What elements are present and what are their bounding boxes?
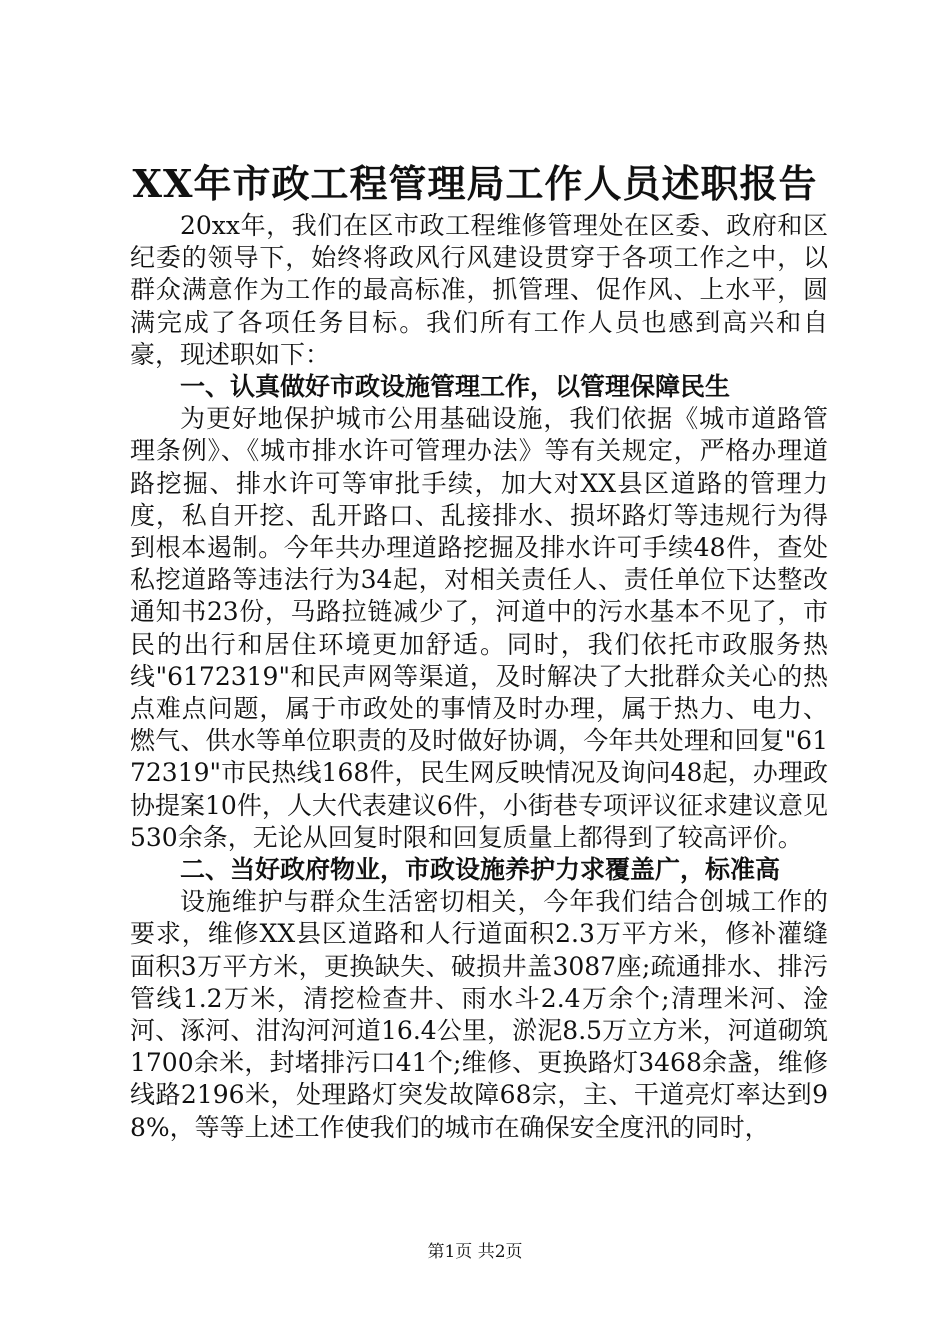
document-body (130, 210, 828, 1144)
section-2-heading: 二、当好政府物业，市政设施养护力求覆盖广，标准高 (180, 855, 781, 885)
document-title: XX年市政工程管理局工作人员述职报告 (132, 161, 818, 206)
section-1-paragraph: 为更好地保护城市公用基础设施，我们依据《城市道路管理条例》、《城市排水许可管理办法》等有关规定，严格办理道路挖掘、排水许可等审批手续，加大对XX县区道路的管理力度，私自开挖、乱开路口、乱接排水、损坏路灯等违规行为得到根本遏制。今年共办理道路挖掘及排水许可手续48件，查处私挖道路等违法行为34起，对相关责任人、责任单位下达整改通知书23份，马路拉链减少了，河道中的污水基本不见了，市民的出行和居住环境更加舒适。同时，我们依托市政服务热线"6172319"和民声网等渠道，及时解决了大批群众关心的热点难点问题，属于市政处的事情及时办理，属于热力、电力、燃气、供水等单位职责的及时做好协调，今年共处理和回复"6172319"市民热线168件，民生网反映情况及询问48起，办理政协提案10件，人大代表建议6件，小街巷专项评议征求建议意见530余条，无论从回复时限和回复质量上都得到了较高评价。 (130, 404, 828, 852)
page-number-current: 第1页 (427, 1242, 473, 1262)
intro-paragraph: 20xx年，我们在区市政工程维修管理处在区委、政府和区纪委的领导下，始终将政风行风建设贯穿于各项工作之中，以群众满意作为工作的最高标准，抓管理、促作风、上水平，圆满完成了各项任务目标。我们所有工作人员也感到高兴和自豪，现述职如下： (130, 211, 828, 369)
section-2-paragraph: 设施维护与群众生活密切相关，今年我们结合创城工作的要求，维修XX县区道路和人行道面积2.3万平方米，修补灌缝面积3万平方米，更换缺失、破损井盖3087座;疏通排水、排污管线1.2万米，清挖检查井、雨水斗2.4万余个;清理米河、淦河、涿河、泔沟河河道16.4公里，淤泥8.5万立方米，河道砌筑1700余米，封堵排污口41个;维修、更换路灯3468余盏，维修线路2196米，处理路灯突发故障68宗，主、干道亮灯率达到98%，等等上述工作使我们的城市在确保安全度汛的同时， (130, 887, 828, 1142)
page-number-total: 共2页 (477, 1242, 523, 1262)
page-footer (0, 1241, 950, 1263)
section-1-heading: 一、认真做好市政设施管理工作，以管理保障民生 (180, 372, 731, 402)
